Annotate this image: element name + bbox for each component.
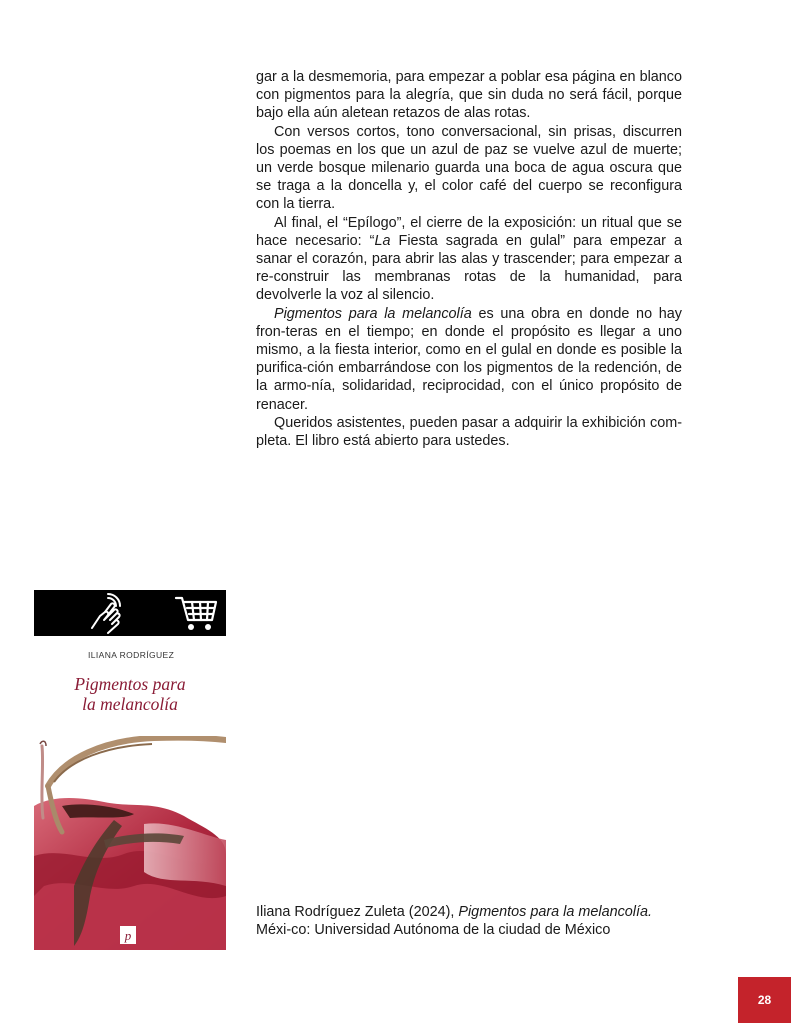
cover-action-bar — [34, 590, 226, 636]
cover-title-line-2: la melancolía — [82, 694, 178, 714]
book-title-italic: Pigmentos para la melancolía — [274, 305, 472, 322]
publisher-logo: p — [124, 928, 132, 943]
paragraph-1: gar a la desmemoria, para empezar a poblar esa página en blanco con pigmentos para la alegría, que sin duda no será fácil, porque bajo ella aún aletean retazos de alas rotas. — [256, 69, 682, 122]
paragraph-3-start: Al final, el “Epílogo”, el cierre de la exposición: un ritual que se hace necesario: “ — [256, 214, 682, 249]
paragraph-4-end: es una obra en donde no hay fron-teras en el tiempo; en donde el propósito es llegar a uno mismo, a la fiesta interior, como en el gulal en donde es posible la purifica-ción embarrándose con los pigmentos de la redención, de la armo-nía, solidaridad, reciprocidad, con el único propósito de renacer. — [256, 305, 682, 413]
touch-hand-icon[interactable] — [84, 592, 128, 634]
paragraph-4 — [256, 305, 682, 414]
book-caption — [256, 903, 686, 939]
shopping-cart-icon[interactable] — [174, 592, 218, 634]
caption-publisher: Méxi-co: Universidad Autónoma de la ciudad de México — [256, 922, 611, 939]
paragraph-3-end: Fiesta sagrada en gulal” para empezar a sanar el corazón, para abrir las alas y trascender; para empezar a re-construir las membranas rotas de la humanidad, para devolverle la voz al silencio. — [256, 232, 682, 304]
paragraph-2: Con versos cortos, tono conversacional, sin prisas, discurren los poemas en los que un azul de paz se vuelve azul de muerte; un verde bosque milenario guarda una boca de agua oscura que se traga a la doncella y, el color café del cuerpo se reconfigura con la tierra. — [256, 123, 682, 213]
body-text — [256, 68, 682, 450]
paragraph-3 — [256, 214, 682, 305]
page-number: 28 — [757, 993, 772, 1007]
paragraph-5: Queridos asistentes, pueden pasar a adquirir la exhibición com-pleta. El libro está abierto para ustedes. — [256, 414, 682, 450]
book-cover[interactable] — [34, 590, 226, 950]
caption-title: Pigmentos para la melancolía. — [458, 904, 652, 920]
cover-artwork — [34, 736, 226, 950]
caption-author: Iliana Rodríguez Zuleta (2024), — [256, 904, 459, 920]
page-number-badge — [738, 977, 791, 1023]
cover-author: ILIANA RODRÍGUEZ — [88, 650, 175, 660]
cover-title — [34, 674, 226, 714]
paragraph-3-italic: La — [374, 232, 391, 249]
cover-title-line-1: Pigmentos para — [74, 674, 186, 694]
